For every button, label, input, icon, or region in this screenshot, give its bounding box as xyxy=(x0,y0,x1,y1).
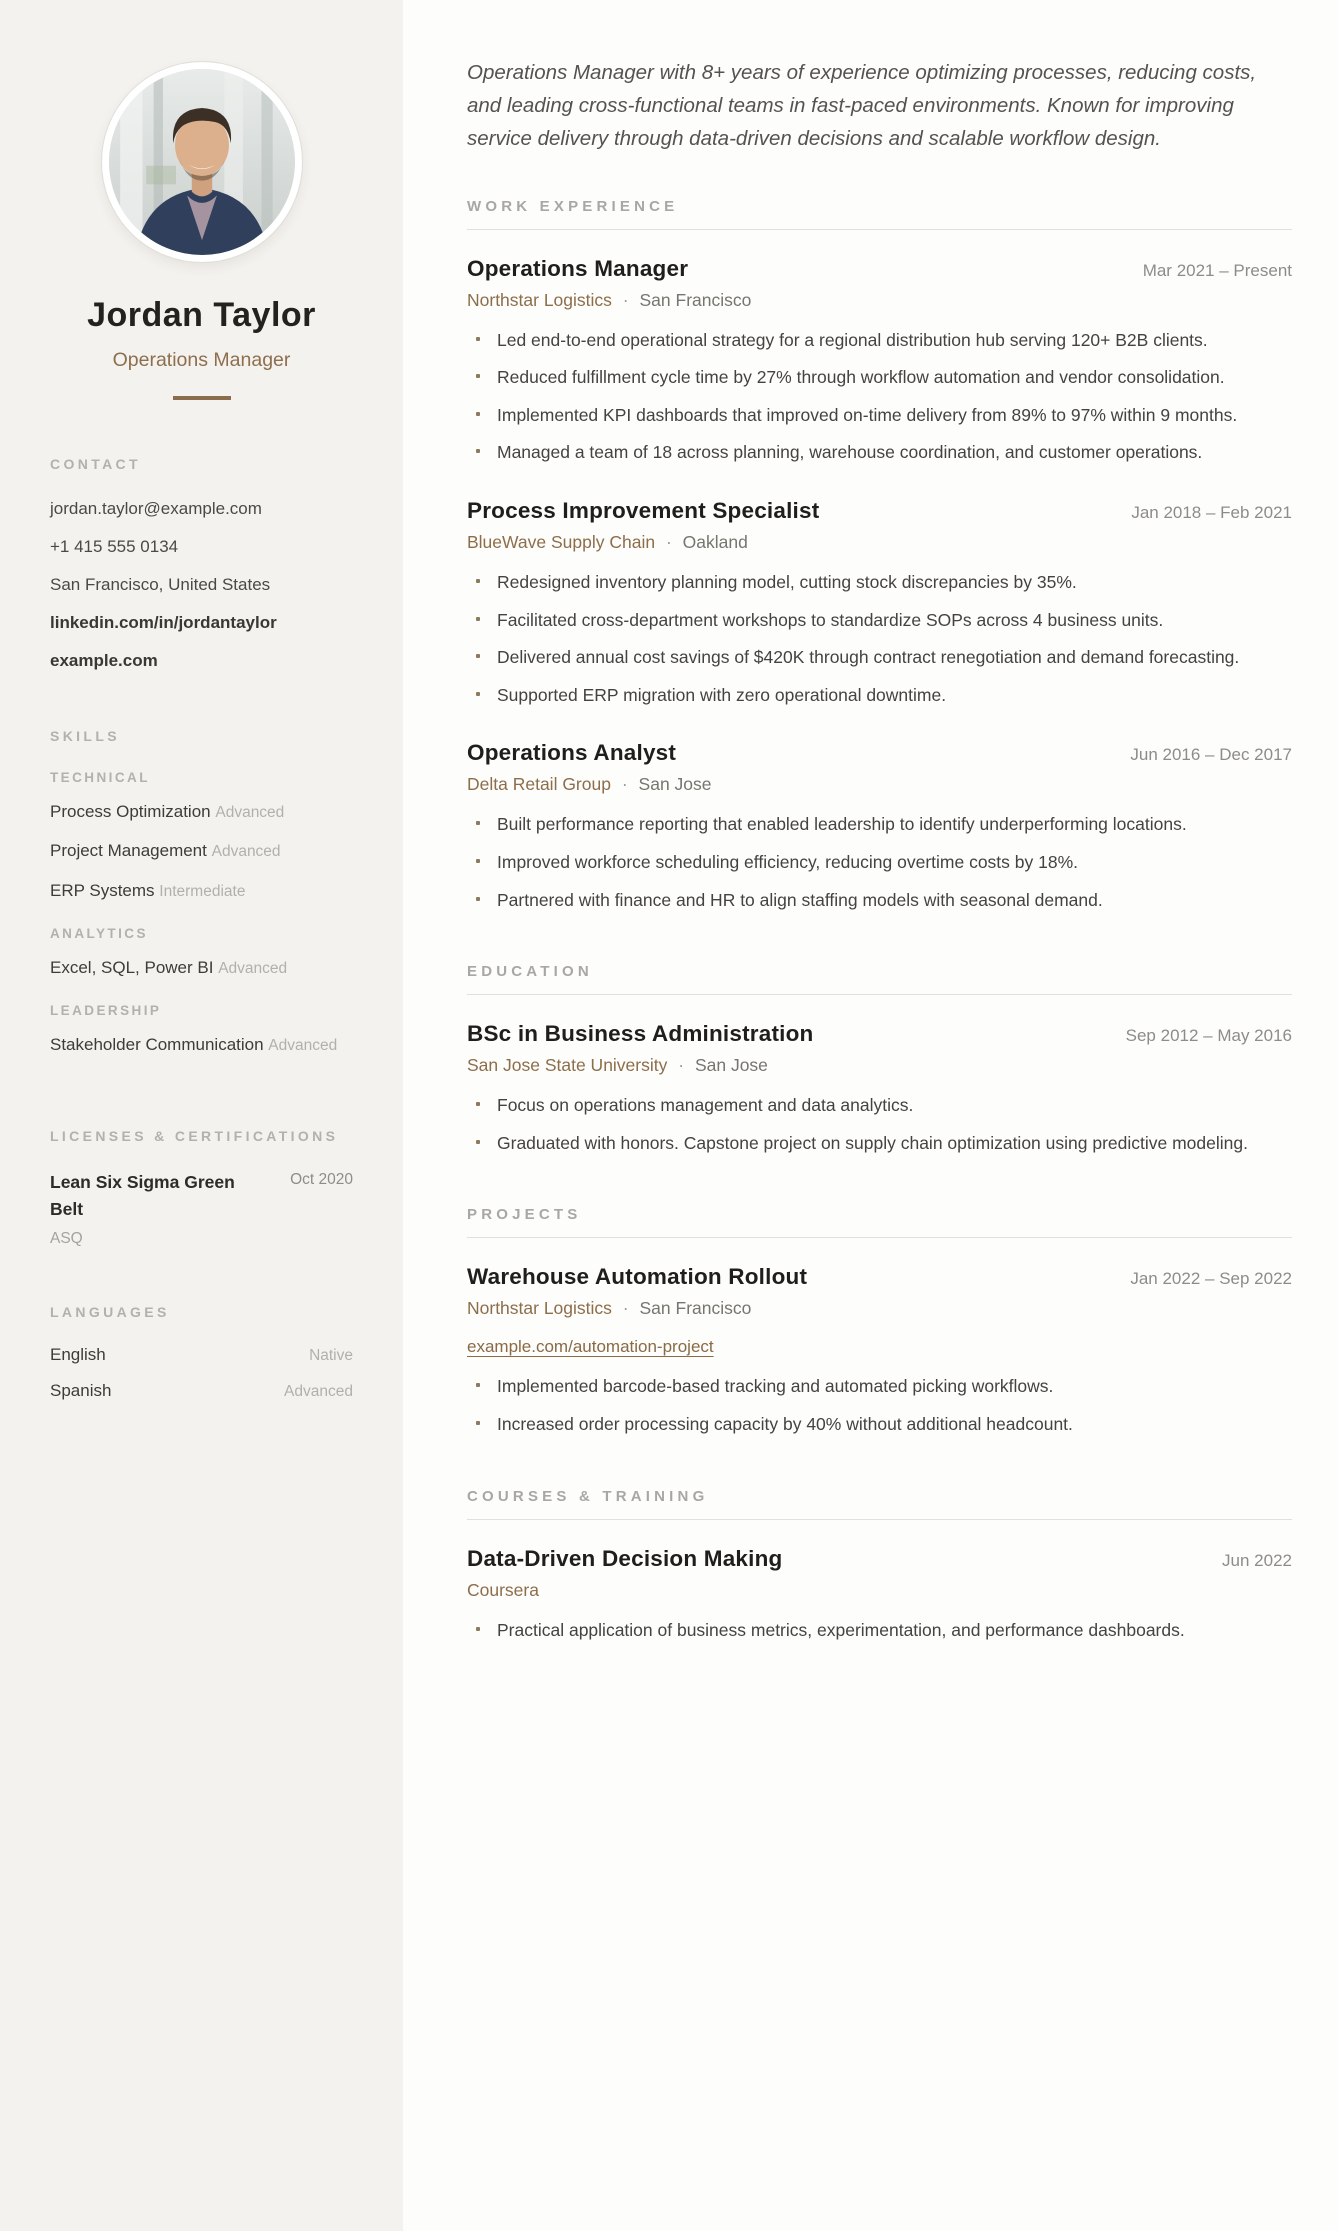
resume-entry xyxy=(467,1264,1292,1437)
resume-entry xyxy=(467,256,1292,466)
language-level: Advanced xyxy=(284,1383,353,1401)
skills-groups xyxy=(50,770,353,1059)
contact-item[interactable]: example.com xyxy=(50,651,158,671)
bullet-text: Practical application of business metrics, experimentation, and performance dashboards. xyxy=(497,1619,1185,1640)
bullet-item xyxy=(467,607,1292,634)
section-entries xyxy=(467,1546,1292,1644)
skill-level: Intermediate xyxy=(159,882,246,900)
entry-link[interactable]: example.com/automation-project xyxy=(467,1337,714,1357)
entry-date: Jun 2016 – Dec 2017 xyxy=(1130,745,1292,765)
bullet-text: Focus on operations management and data analytics. xyxy=(497,1095,914,1116)
bullet-text: Delivered annual cost savings of $420K through contract renegotiation and demand forecasting. xyxy=(497,647,1240,668)
main-content xyxy=(403,0,1338,2231)
skill-name: ERP Systems xyxy=(50,880,155,900)
entry-bullets xyxy=(467,1617,1292,1644)
bullet-marker-icon xyxy=(476,897,480,901)
content-section xyxy=(467,963,1292,1156)
summary-paragraph: Operations Manager with 8+ years of experience optimizing processes, reducing costs, and leading cross-functional teams in fast-paced environments. Known for improving service delivery through data-driven decisions and scalable workflow design. xyxy=(467,61,1257,151)
skill-level: Advanced xyxy=(268,1037,338,1055)
content-section xyxy=(467,1206,1292,1437)
contact-list xyxy=(50,498,353,672)
bullet-marker-icon xyxy=(476,1421,480,1425)
contact-item: San Francisco, United States xyxy=(50,574,271,594)
skill-name: Excel, SQL, Power BI xyxy=(50,957,214,977)
skill-group xyxy=(50,770,353,904)
language-list xyxy=(50,1345,353,1401)
entry-separator: · xyxy=(665,531,672,552)
language-name: English xyxy=(50,1345,106,1365)
entry-date: Mar 2021 – Present xyxy=(1142,260,1292,280)
bullet-marker-icon xyxy=(476,374,480,378)
entry-date: Jan 2022 – Sep 2022 xyxy=(1130,1269,1292,1289)
entry-separator: · xyxy=(678,1055,685,1076)
bullet-item xyxy=(467,327,1292,354)
entry-title: Operations Manager xyxy=(467,255,689,281)
bullet-text: Implemented KPI dashboards that improved on-time delivery from 89% to 97% within 9 months. xyxy=(497,404,1238,425)
sidebar xyxy=(0,0,403,2231)
entry-title: Warehouse Automation Rollout xyxy=(467,1264,808,1290)
skill-item xyxy=(50,878,353,904)
entry-organization: Delta Retail Group xyxy=(467,774,611,795)
section-rule xyxy=(467,1237,1292,1238)
bullet-text: Led end-to-end operational strategy for a regional distribution hub serving 120+ B2B clients. xyxy=(497,329,1208,350)
person-name: Jordan Taylor xyxy=(87,296,316,334)
entry-subtitle xyxy=(467,290,1292,311)
skills-heading: SKILLS xyxy=(50,728,120,745)
bullet-item xyxy=(467,682,1292,709)
section-heading: WORK EXPERIENCE xyxy=(467,197,679,215)
bullet-marker-icon xyxy=(476,617,480,621)
section-entries xyxy=(467,1264,1292,1437)
entry-location: San Jose xyxy=(694,1055,768,1076)
bullet-text: Increased order processing capacity by 40% without additional headcount. xyxy=(497,1413,1073,1434)
bullet-item xyxy=(467,364,1292,391)
certification-item xyxy=(50,1169,353,1248)
entry-date: Jan 2018 – Feb 2021 xyxy=(1131,502,1292,522)
contact-heading: CONTACT xyxy=(50,456,141,472)
bullet-item xyxy=(467,849,1292,876)
headshot-illustration xyxy=(109,69,295,255)
contact-item[interactable]: jordan.taylor@example.com xyxy=(50,498,262,518)
entry-separator: · xyxy=(622,289,629,310)
bullet-item xyxy=(467,569,1292,596)
languages-section xyxy=(50,1302,353,1402)
entry-subtitle xyxy=(467,1580,1292,1601)
entry-subtitle xyxy=(467,774,1292,795)
entry-bullets xyxy=(467,811,1292,913)
skill-level: Advanced xyxy=(211,843,281,861)
bullet-marker-icon xyxy=(476,1627,480,1631)
bullet-marker-icon xyxy=(476,821,480,825)
bullet-text: Improved workforce scheduling efficiency, reducing overtime costs by 18%. xyxy=(497,851,1079,872)
skill-item xyxy=(50,838,353,864)
bullet-item xyxy=(467,887,1292,914)
bullet-item xyxy=(467,402,1292,429)
entry-separator: · xyxy=(622,1298,629,1319)
language-row xyxy=(50,1381,353,1401)
skill-level: Advanced xyxy=(218,959,288,977)
content-section xyxy=(467,198,1292,914)
bullet-text: Reduced fulfillment cycle time by 27% through workflow automation and vendor consolidation. xyxy=(497,367,1225,388)
contact-section xyxy=(50,454,353,672)
certifications-section xyxy=(50,1126,353,1248)
bullet-marker-icon xyxy=(476,412,480,416)
entry-organization: Northstar Logistics xyxy=(467,1298,612,1319)
entry-location: San Francisco xyxy=(639,1298,752,1319)
bullet-text: Facilitated cross-department workshops to standardize SOPs across 4 business units. xyxy=(497,609,1164,630)
entry-organization: San Jose State University xyxy=(467,1055,668,1076)
entry-location: San Jose xyxy=(638,774,712,795)
entry-bullets xyxy=(467,327,1292,466)
bullet-marker-icon xyxy=(476,859,480,863)
skills-section xyxy=(50,726,353,1071)
section-heading: COURSES & TRAINING xyxy=(467,1487,709,1505)
entry-date: Sep 2012 – May 2016 xyxy=(1125,1026,1292,1046)
skill-name: Project Management xyxy=(50,841,207,861)
accent-divider xyxy=(173,396,231,400)
skill-group-label: LEADERSHIP xyxy=(50,1003,162,1019)
entry-separator: · xyxy=(621,774,628,795)
bullet-text: Partnered with finance and HR to align staffing models with seasonal demand. xyxy=(497,889,1103,910)
skill-group xyxy=(50,1003,353,1058)
certification-list xyxy=(50,1169,353,1248)
entry-organization: BlueWave Supply Chain xyxy=(467,531,656,552)
skill-name: Stakeholder Communication xyxy=(50,1035,264,1055)
bullet-item xyxy=(467,644,1292,671)
bullet-text: Built performance reporting that enabled leadership to identify underperforming locations. xyxy=(497,814,1187,835)
bullet-text: Graduated with honors. Capstone project on supply chain optimization using predictive modeling. xyxy=(497,1132,1248,1153)
bullet-text: Supported ERP migration with zero operational downtime. xyxy=(497,684,947,705)
entry-title: BSc in Business Administration xyxy=(467,1021,814,1047)
section-rule xyxy=(467,1519,1292,1520)
bullet-marker-icon xyxy=(476,1140,480,1144)
skill-group xyxy=(50,926,353,981)
certification-issuer: ASQ xyxy=(50,1229,83,1247)
skill-group-label: TECHNICAL xyxy=(50,769,150,785)
bullet-text: Implemented barcode-based tracking and automated picking workflows. xyxy=(497,1376,1054,1397)
entry-organization: Northstar Logistics xyxy=(467,289,612,310)
section-rule xyxy=(467,229,1292,230)
person-title: Operations Manager xyxy=(112,349,291,371)
bullet-marker-icon xyxy=(476,654,480,658)
language-name: Spanish xyxy=(50,1381,112,1401)
entry-subtitle xyxy=(467,1055,1292,1076)
bullet-marker-icon xyxy=(476,449,480,453)
skill-group-label: ANALYTICS xyxy=(50,925,148,941)
skill-group-items xyxy=(50,955,353,981)
bullet-marker-icon xyxy=(476,692,480,696)
skill-group-items xyxy=(50,799,353,904)
bullet-marker-icon xyxy=(476,337,480,341)
language-level: Native xyxy=(309,1347,353,1365)
entry-title: Data-Driven Decision Making xyxy=(467,1545,783,1571)
resume-entry xyxy=(467,740,1292,913)
entry-title: Process Improvement Specialist xyxy=(467,497,820,523)
section-entries xyxy=(467,1021,1292,1156)
resume-entry xyxy=(467,498,1292,708)
bullet-text: Managed a team of 18 across planning, warehouse coordination, and customer operations. xyxy=(497,442,1203,463)
section-rule xyxy=(467,994,1292,995)
bullet-marker-icon xyxy=(476,1102,480,1106)
section-heading: EDUCATION xyxy=(467,963,593,981)
entry-organization: Coursera xyxy=(467,1579,539,1600)
section-entries xyxy=(467,256,1292,914)
languages-heading: LANGUAGES xyxy=(50,1303,170,1320)
entry-subtitle xyxy=(467,532,1292,553)
entry-bullets xyxy=(467,1373,1292,1437)
entry-title: Operations Analyst xyxy=(467,740,677,766)
certification-name: Lean Six Sigma Green Belt xyxy=(50,1172,235,1219)
language-row xyxy=(50,1345,353,1365)
entry-location: Oakland xyxy=(682,531,748,552)
skill-item xyxy=(50,799,353,825)
bullet-item xyxy=(467,811,1292,838)
entry-subtitle xyxy=(467,1298,1292,1319)
resume-entry xyxy=(467,1546,1292,1644)
skill-item xyxy=(50,955,353,981)
skill-group-items xyxy=(50,1032,353,1058)
contact-item[interactable]: linkedin.com/in/jordantaylor xyxy=(50,612,277,632)
bullet-marker-icon xyxy=(476,1383,480,1387)
bullet-item xyxy=(467,1617,1292,1644)
bullet-item xyxy=(467,1092,1292,1119)
bullet-item xyxy=(467,1411,1292,1438)
skill-level: Advanced xyxy=(215,803,285,821)
skill-name: Process Optimization xyxy=(50,801,211,821)
entry-bullets xyxy=(467,1092,1292,1156)
resume-entry xyxy=(467,1021,1292,1156)
sections-container xyxy=(467,198,1292,1644)
entry-location: San Francisco xyxy=(639,289,752,310)
bullet-text: Redesigned inventory planning model, cutting stock discrepancies by 35%. xyxy=(497,571,1077,592)
bullet-item xyxy=(467,1373,1292,1400)
bullet-item xyxy=(467,1130,1292,1157)
profile-photo xyxy=(102,62,302,262)
section-heading: PROJECTS xyxy=(467,1206,582,1224)
entry-bullets xyxy=(467,569,1292,708)
bullet-marker-icon xyxy=(476,579,480,583)
contact-item: +1 415 555 0134 xyxy=(50,536,179,556)
content-section xyxy=(467,1488,1292,1644)
skill-item xyxy=(50,1032,353,1058)
certification-date: Oct 2020 xyxy=(290,1171,353,1189)
bullet-item xyxy=(467,439,1292,466)
entry-date: Jun 2022 xyxy=(1222,1550,1292,1570)
certifications-heading: LICENSES & CERTIFICATIONS xyxy=(50,1127,339,1144)
